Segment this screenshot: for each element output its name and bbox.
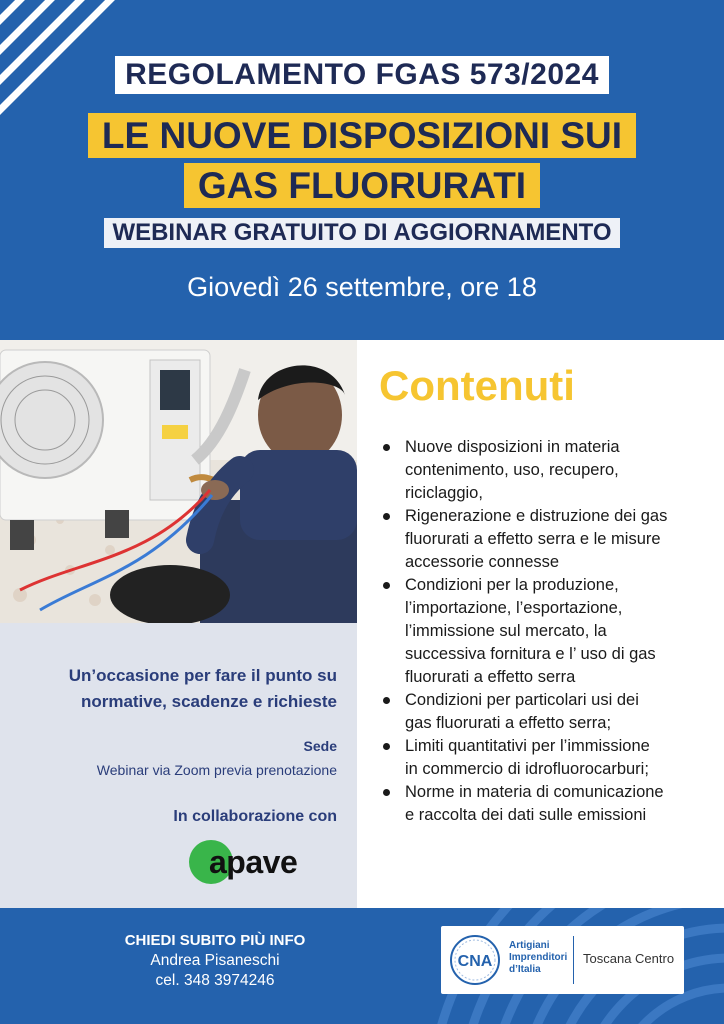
cna-logo — [449, 934, 501, 986]
contact-phone: cel. 348 3974246 — [155, 972, 275, 989]
list-item — [375, 436, 715, 505]
contents-panel — [357, 340, 724, 908]
cna-logo-text: CNA — [457, 953, 493, 970]
cna-tagline-line: d’Italia — [509, 964, 541, 975]
collaboration-label: In collaborazione con — [173, 808, 337, 825]
apave-logo — [187, 838, 337, 888]
list-item-line: in commercio di idrofluorocarburi; — [405, 760, 649, 778]
contents-list — [375, 436, 715, 827]
list-item-line: Rigenerazione e distruzione dei gas — [405, 507, 668, 525]
list-item — [375, 735, 715, 781]
list-item — [375, 574, 715, 689]
regulation-title: REGOLAMENTO FGAS 573/2024 — [115, 56, 609, 94]
footer — [0, 908, 724, 1024]
event-date: Giovedì 26 settembre, ore 18 — [187, 272, 537, 302]
list-item — [375, 689, 715, 735]
list-item-line: fluorurati a effetto serra — [405, 668, 576, 686]
info-panel — [0, 623, 357, 908]
list-item — [375, 505, 715, 574]
cna-region: Toscana Centro — [583, 951, 675, 966]
apave-logo-text: apave — [209, 844, 298, 880]
list-item-line: gas fluorurati a effetto serra; — [405, 714, 612, 732]
venue-text: Webinar via Zoom previa prenotazione — [96, 762, 337, 778]
technician-photo — [0, 340, 357, 623]
list-item-line: l’immissione sul mercato, la — [405, 622, 607, 640]
tagline — [37, 663, 337, 715]
list-item — [375, 781, 715, 827]
list-item-line: Norme in materia di comunicazione — [405, 783, 664, 801]
list-item-line: l’importazione, l’esportazione, — [405, 599, 623, 617]
cna-divider — [573, 936, 574, 984]
list-item-line: successiva fornitura e l’ uso di gas — [405, 645, 656, 663]
list-item-line: e raccolta dei dati sulle emissioni — [405, 806, 647, 824]
cna-logo-box — [441, 926, 684, 994]
list-item-line: fluorurati a effetto serra e le misure — [405, 530, 661, 548]
headline-line-2: GAS FLUORURATI — [184, 163, 540, 208]
venue-label: Sede — [303, 738, 337, 754]
list-item-line: Limiti quantitativi per l’immissione — [405, 737, 650, 755]
list-item-line: contenimento, uso, recupero, — [405, 461, 619, 479]
webinar-subtitle: WEBINAR GRATUITO DI AGGIORNAMENTO — [104, 218, 619, 248]
contact-name: Andrea Pisaneschi — [150, 952, 280, 969]
tagline-line-2: normative, scadenze e richieste — [80, 692, 337, 711]
list-item-line: Nuove disposizioni in materia — [405, 438, 620, 456]
info-cta: CHIEDI SUBITO PIÙ INFO — [124, 932, 306, 949]
cna-tagline-line: Artigiani — [509, 940, 550, 951]
list-item-line: riciclaggio, — [405, 484, 483, 502]
header-banner — [0, 0, 724, 340]
list-item-line: Condizioni per la produzione, — [405, 576, 619, 594]
list-item-line: Condizioni per particolari usi dei — [405, 691, 639, 709]
headline-line-1: LE NUOVE DISPOSIZIONI SUI — [88, 113, 636, 158]
cna-tagline-line: Imprenditori — [509, 952, 568, 963]
cna-tagline — [509, 940, 567, 976]
contents-title: Contenuti — [379, 362, 575, 409]
list-item-line: accessorie connesse — [405, 553, 560, 571]
tagline-line-1: Un’occasione per fare il punto su — [68, 666, 337, 685]
